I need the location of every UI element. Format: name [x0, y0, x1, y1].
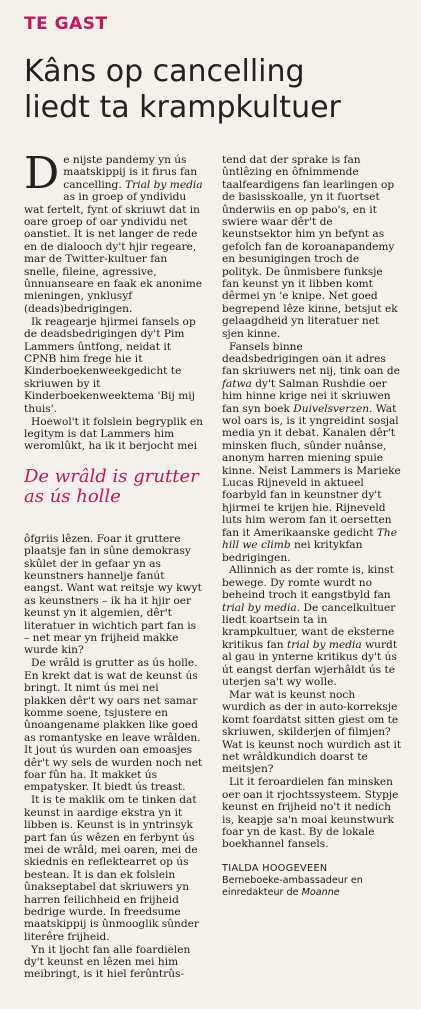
paragraph: ôfgriis lêzen. Foar it gruttere plaatsje fan in sûne demokrasy skûlet der in gefaar yn as keunstners hannelje fanút eangst. Want wat reitsje wy kwyt as keunstners – ik ha it hjir oer keunst yn it algemien, dêr't literatuer in wichtich part fan is – net mear yn frijheid makke wurde kin?: [24, 532, 202, 657]
paragraph: De wrâld is grutter as ús holle. En krekt dat is wat de keunst ús bringt. It nimt ús mei nei plakken dêr't wy oars net samar komme soene, tsjustere en ûnoangename plakken like goed as romantyske en leave wrâlden. It jout ús wurden oan emoasjes dêr't wy sels de wurden noch net foar fûn ha. It makket ús empatysker. It biedt ús treast.: [24, 657, 203, 794]
paragraph: tend dat der sprake is fan ûntlêzing en ôfnimmende taalfeardigens fan learlingen op de basisskoalle, yn it fuortset ûnderwiis en op pabo's, en it swiere waar dêr't de keunstsektor him yn befynt as gefolch fan de koroanapandemy en besunigingen troch de polityk. De ûnmisbere funksje fan keunst yn it libben komt dêrmei yn 'e knipe. Net goed begrepend lêze kinne, betsjut ek gelaagdheid yn literatuer net sjen kinne.: [222, 154, 398, 340]
paragraph: Fansels binne deadsbedrigingen oan it adres fan skriuwers net nij, tink oan de fatwa dy't Salman Rushdie oer him hinne krige nei it skriuwen fan syn boek Duivelsverzen. Wat wol oars is, is it yngreidint sosjal media yn it debat. Kanalen dêr't minsken fluch, sûnder nuânse, anonym harren miening spuie kinne. Neist Lammers is Marieke Lucas Rijneveld in aktueel foarbyld fan in keunstner dy't hjirmei te krijen hie. Rijneveld luts him werom fan it oersetten fan it Amerikaanske gedicht The hill we climb nei kritykfan bedrigingen.: [222, 340, 401, 564]
author-name: TIALDA HOOGEVEEN: [222, 862, 328, 874]
author-role: Berneboeke-ambassadeur en einredakteur de Moanne: [222, 874, 363, 898]
paragraph: Lit it feroardielen fan minsken oer oan it rjochtssysteem. Stypje keunst en frijheid no't it nedich is, keapje sa'n moai keunstwurk foar yn de kast. By de lokale boekhannel fansels.: [222, 776, 399, 851]
article-title: [24, 54, 404, 126]
paragraph: It is te maklik om te tinken dat keunst in aardige ekstra yn it libben is. Keunst is in yntrinsyk part fan ús wêzen en ferbynt ús mei de wrâld, mei oaren, mei de skiednis en reflektearret op ús bestean. It is dan ek folslein ûnakseptabel dat skriuwers yn harren feilichheid en frijheid bedrige wurde. In freedsume maatskippij is ûnmooglik sûnder literêre frijheid.: [24, 794, 199, 943]
paragraph: Hoewol't it folslein begryplik en legitym is dat Lammers him weromlûkt, ha ik it berjocht mei: [24, 415, 203, 453]
paragraph: Allinnich as der romte is, kinst bewege. Dy romte wurdt no beheind troch it eangstbyld fan trial by media. De cancelkultuer liedt koartsein ta in krampkultuer, want de eksterne kritikus fan trial by media wurdt al gau in ynterne kritikus dy't ús út eangst derfan wjerhâldt ús te uterjen sa't wy wolle.: [222, 564, 398, 689]
title-line-2: liedt ta krampkultuer: [24, 90, 341, 125]
author-signature: [222, 863, 402, 899]
paragraph: Yn it ljocht fan alle foardielen dy't keunst en lêzen mei him meibringt, is it hiel ferûntrûs-: [24, 943, 191, 981]
title-line-1: Kâns op cancelling: [24, 54, 305, 89]
pull-quote: De wrâld is grutter as ús holle: [24, 465, 199, 507]
article-column-left: [24, 148, 204, 981]
article-column-right: [222, 154, 402, 899]
section-kicker: TE GAST: [24, 14, 108, 34]
drop-cap: D: [24, 148, 60, 199]
paragraph: De nijste pandemy yn ús maatskippij is it firus fan cancelling. Trial by media as in groep of yndividu wat fertelt, fynt of skriuwt dat in oare groep of oar yndividu net oanstiet. It is net langer de rede en de dialooch dy't hjir regeare, mar de Twitter-kultuer fan snelle, fileine, agressive, ûnnuanseare en faak ek anonime mieningen, ynklusyf (deads)bedrigingen.: [24, 148, 203, 315]
paragraph: Ik reagearje hjirmei fansels op de deadsbedrigingen dy't Pim Lammers ûntfong, neidat it CPNB him frege hie it Kinderboekenweekgedicht te skriuwen by it Kinderboekenweektema 'Bij mij thuis'.: [24, 315, 196, 415]
paragraph: Mar wat is keunst noch wurdich as der in auto-korreksje komt foardatst sitten giest om te skriuwen, skilderjen of filmjen? Wat is keunst noch wurdich ast it net wrâldkundich doarst te meitsjen?: [222, 688, 402, 776]
